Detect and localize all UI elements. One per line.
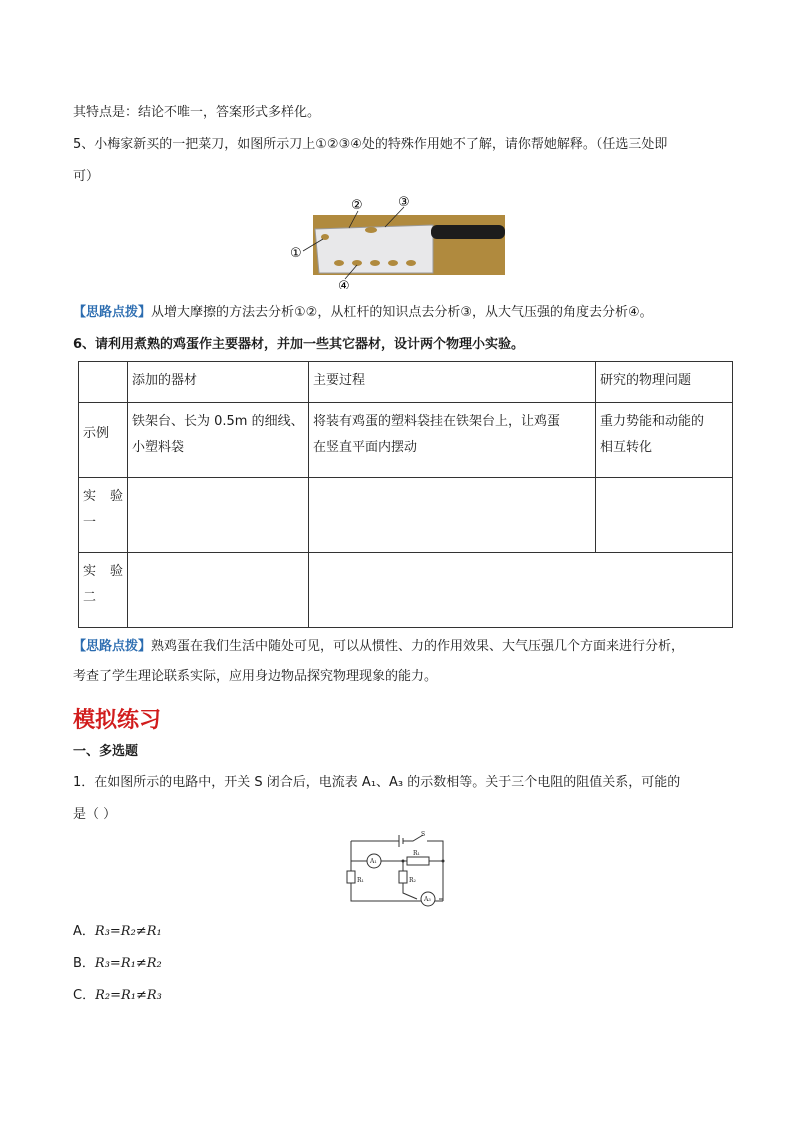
switch-label: S [421, 831, 426, 838]
table-cell: 实 验 一 [79, 478, 128, 553]
r1-label-top: R₁ [413, 850, 420, 857]
resistor-r1-top [407, 857, 429, 865]
table-cell [128, 478, 309, 553]
option-text: R₂=R₁≠R₃ [95, 988, 162, 1003]
knife-label-2: ② [351, 198, 363, 213]
table-header-cell [79, 362, 128, 403]
table-cell: 实 验 二 [79, 553, 128, 628]
table-header-row [79, 362, 733, 403]
r1-label-left: R₁ [357, 877, 364, 884]
table-cell [309, 478, 596, 553]
circuit-diagram [343, 829, 447, 911]
section-title: 模拟练习 [73, 708, 162, 733]
knife-label-4: ④ [338, 279, 350, 289]
r2-label: R₂ [409, 877, 416, 884]
table-cell: 铁架台、长为 0.5m 的细线、 小塑料袋 [128, 403, 309, 478]
knife-figure [285, 193, 515, 289]
knife-label-1: ① [290, 246, 302, 261]
question-1-line-2: 是（ ） [73, 807, 117, 822]
ammeter-a1-label: A₁ [370, 858, 377, 865]
hint-tag: 【思路点拨】 [73, 639, 152, 654]
option-letter: C． [73, 988, 96, 1003]
option-text: R₃=R₁≠R₂ [94, 956, 162, 971]
table-header-cell: 添加的器材 [128, 362, 309, 403]
table-row [79, 478, 733, 553]
table-row [79, 403, 733, 478]
hint-q6-line-2: 考查了学生理论联系实际，应用身边物品探究物理现象的能力。 [73, 669, 438, 684]
option-letter: B． [73, 956, 95, 971]
table-cell [309, 553, 733, 628]
resistor-r2 [399, 871, 407, 883]
knife-hole-3 [365, 227, 377, 233]
table-cell: 示例 [79, 403, 128, 478]
table-header-cell: 研究的物理问题 [596, 362, 733, 403]
table-row [79, 553, 733, 628]
sub-title: 一、多选题 [73, 744, 139, 759]
table-cell [128, 553, 309, 628]
ammeter-a3-label: A₃ [424, 896, 431, 903]
hint-q5 [73, 303, 653, 323]
option-text: R₃=R₂≠R₁ [94, 924, 162, 939]
table-cell: 重力势能和动能的 相互转化 [596, 403, 733, 478]
experiment-table [78, 361, 733, 628]
knife-label-3: ③ [398, 195, 410, 210]
table-cell [596, 478, 733, 553]
option-b[interactable] [73, 954, 162, 974]
question-5-line-1: 5、小梅家新买的一把菜刀，如图所示刀上①②③④处的特殊作用她不了解，请你帮她解释。（任选三处即 [73, 137, 668, 152]
table-header-cell: 主要过程 [309, 362, 596, 403]
hint-text: 熟鸡蛋在我们生活中随处可见，可以从惯性、力的作用效果、大气压强几个方面来进行分析， [151, 639, 685, 654]
paragraph-text: 其特点是：结论不唯一，答案形式多样化。 [73, 105, 321, 120]
hint-tag: 【思路点拨】 [73, 305, 152, 320]
hint-q6-line-1 [73, 637, 684, 657]
question-1-line-1: 1．在如图所示的电路中，开关 S 闭合后，电流表 A₁、A₃ 的示数相等。关于三个电阻的阻值关系，可能的 [73, 775, 681, 790]
hint-text: 从增大摩擦的方法去分析①②，从杠杆的知识点去分析③，从大气压强的角度去分析④。 [151, 305, 653, 320]
option-a[interactable] [73, 922, 162, 942]
question-5-line-2: 可） [73, 169, 100, 184]
option-c[interactable] [73, 986, 162, 1006]
table-cell: 将装有鸡蛋的塑料袋挂在铁架台上，让鸡蛋 在竖直平面内摆动 [309, 403, 596, 478]
question-6-title: 6、请利用煮熟的鸡蛋作主要器材，并加一些其它器材，设计两个物理小实验。 [73, 337, 525, 352]
knife-handle [431, 225, 505, 239]
option-letter: A． [73, 924, 95, 939]
resistor-r1-left [347, 871, 355, 883]
